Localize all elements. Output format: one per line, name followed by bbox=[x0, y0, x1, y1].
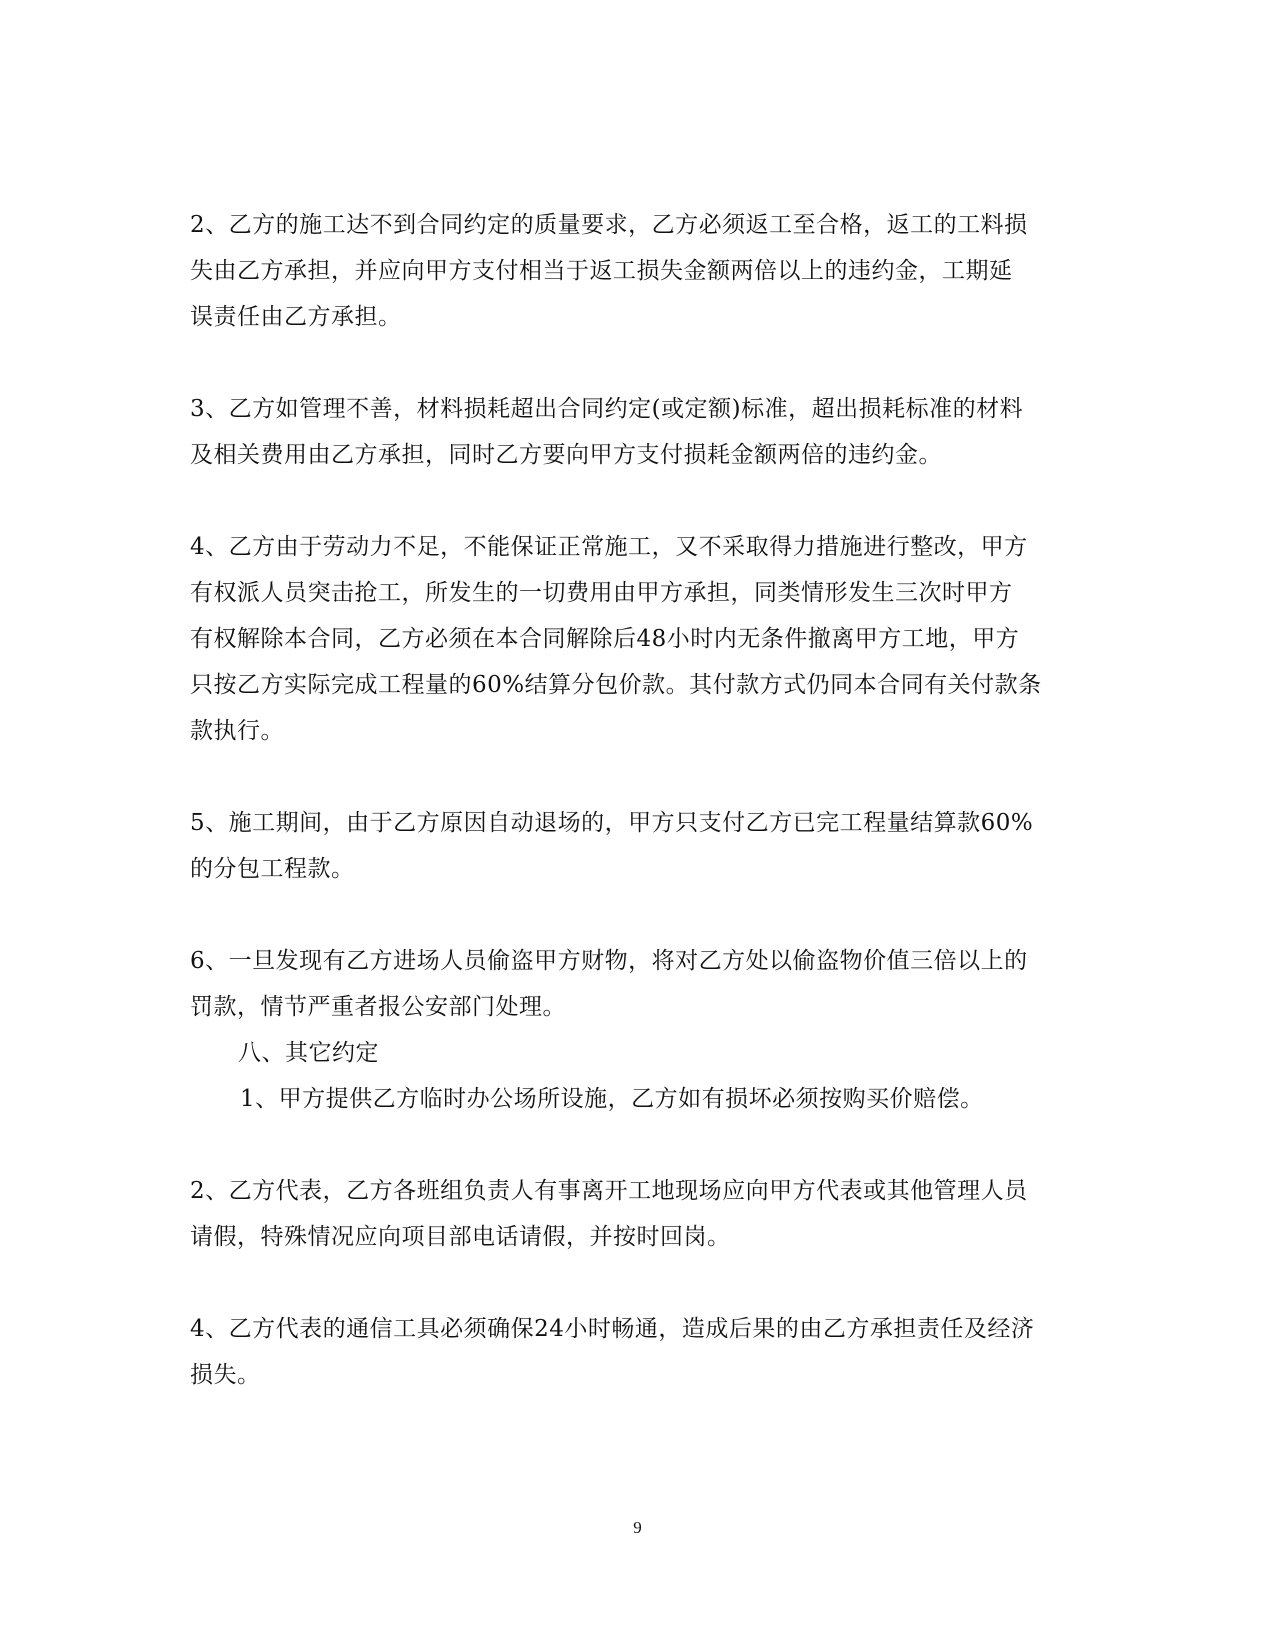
text-line: 4、乙方由于劳动力不足，不能保证正常施工，又不采取得力措施进行整改，甲方 bbox=[190, 534, 1028, 560]
text-line: 6、一旦发现有乙方进场人员偷盗甲方财物，将对乙方处以偷盗物价值三倍以上的 bbox=[190, 948, 1028, 974]
text-line: 4、乙方代表的通信工具必须确保24小时畅通，造成后果的由乙方承担责任及经济 bbox=[190, 1316, 1035, 1342]
text-line: 5、施工期间，由于乙方原因自动退场的，甲方只支付乙方已完工程量结算款60% bbox=[190, 810, 1034, 836]
text-line: 有权派人员突击抢工，所发生的一切费用由甲方承担，同类情形发生三次时甲方 bbox=[190, 580, 1013, 606]
text-line: 款执行。 bbox=[190, 718, 284, 744]
text-line: 2、乙方的施工达不到合同约定的质量要求，乙方必须返工至合格，返工的工料损 bbox=[190, 212, 1028, 238]
text-line: 3、乙方如管理不善，材料损耗超出合同约定(或定额)标准，超出损耗标准的材料 bbox=[190, 396, 1024, 422]
page-number: 9 bbox=[633, 1518, 642, 1537]
text-line: 误责任由乙方承担。 bbox=[190, 304, 402, 330]
text-line: 1、甲方提供乙方临时办公场所设施，乙方如有损坏必须按购买价赔偿。 bbox=[240, 1086, 984, 1112]
text-line: 及相关费用由乙方承担，同时乙方要向甲方支付损耗金额两倍的违约金。 bbox=[190, 442, 942, 468]
text-line: 损失。 bbox=[190, 1362, 261, 1388]
text-line: 请假，特殊情况应向项目部电话请假，并按时回岗。 bbox=[190, 1224, 731, 1250]
text-line: 失由乙方承担，并应向甲方支付相当于返工损失金额两倍以上的违约金，工期延 bbox=[190, 258, 1013, 284]
text-line: 只按乙方实际完成工程量的60%结算分包价款。其付款方式仍同本合同有关付款条 bbox=[190, 672, 1042, 698]
text-line: 罚款，情节严重者报公安部门处理。 bbox=[190, 994, 566, 1020]
text-line: 2、乙方代表，乙方各班组负责人有事离开工地现场应向甲方代表或其他管理人员 bbox=[190, 1178, 1028, 1204]
text-line: 的分包工程款。 bbox=[190, 856, 355, 882]
text-line: 有权解除本合同，乙方必须在本合同解除后48小时内无条件撤离甲方工地，甲方 bbox=[190, 626, 1020, 652]
section-heading: 八、其它约定 bbox=[238, 1040, 379, 1066]
